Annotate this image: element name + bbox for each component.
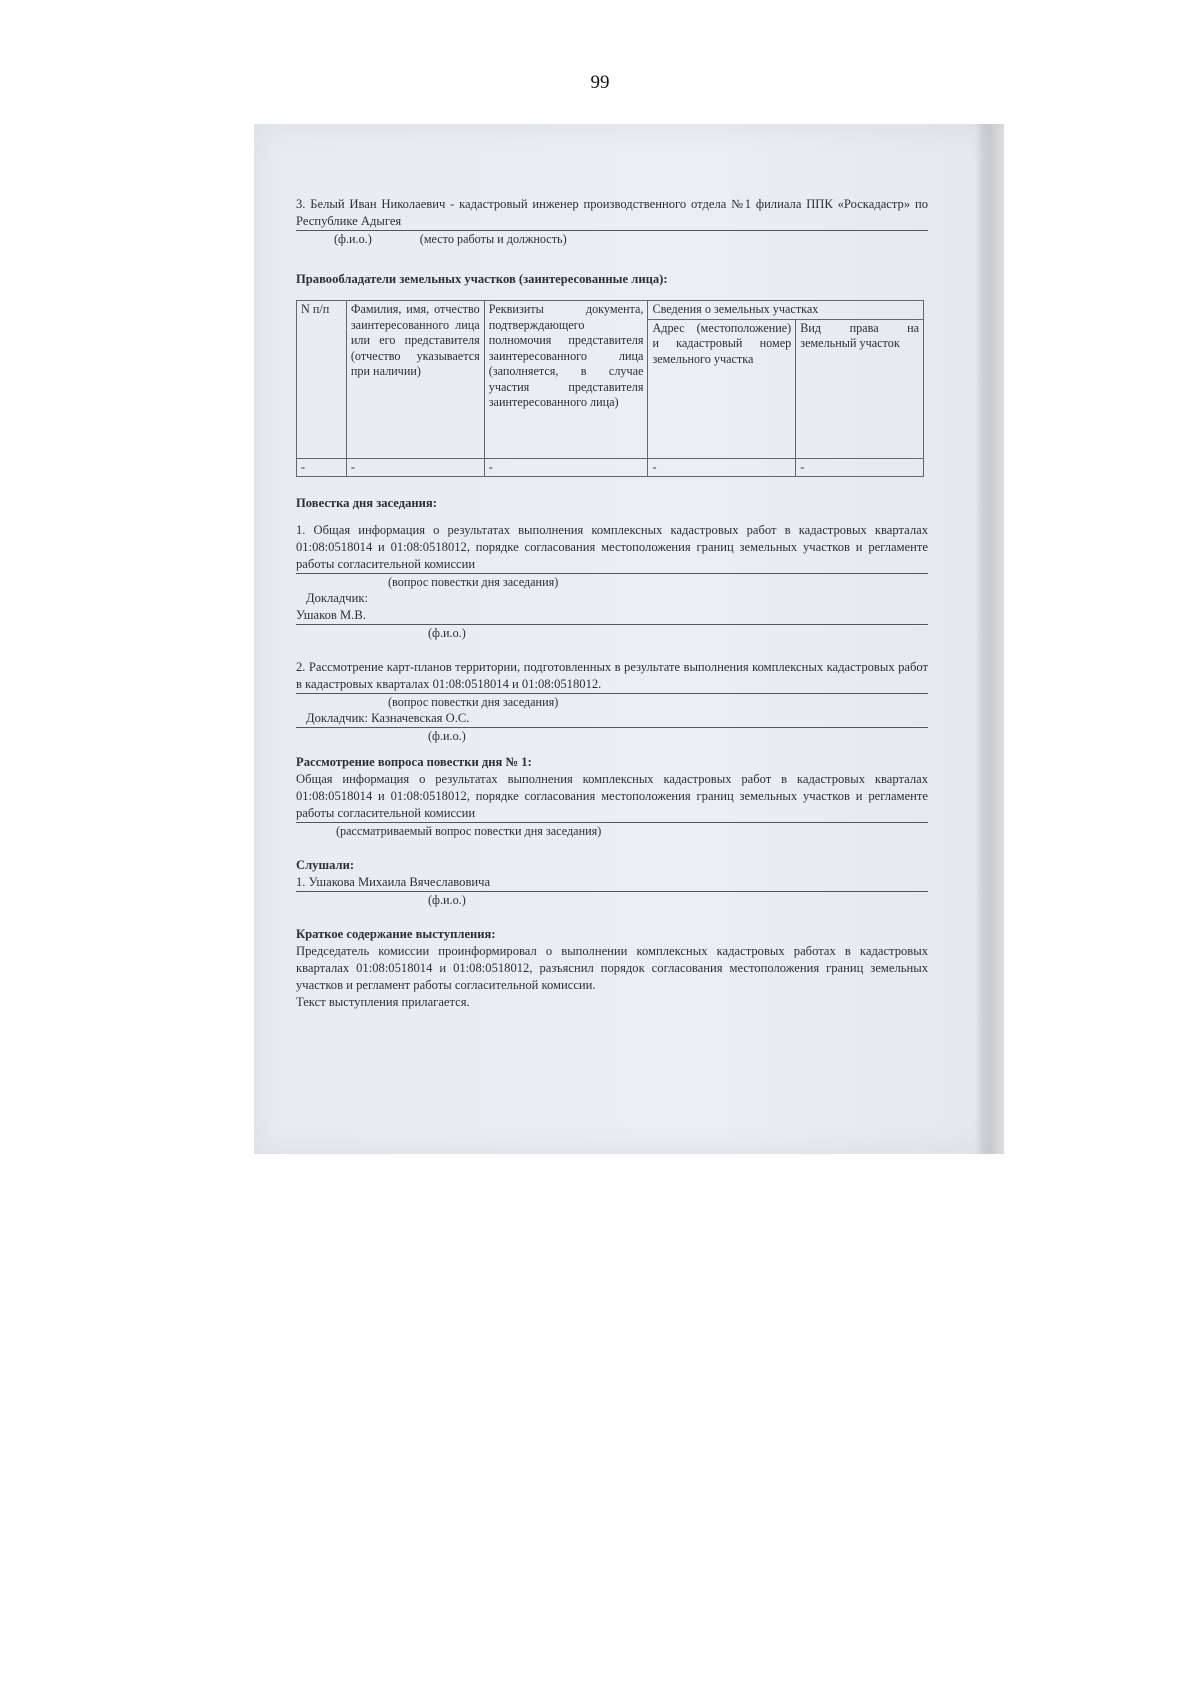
table-header-row xyxy=(297,301,924,320)
member-line: 3. Белый Иван Николаевич - кадастровый инженер производственного отдела №1 филиала ППК «Роскадастр» по Республике Адыгея xyxy=(296,196,928,231)
header-doc: Реквизиты документа, подтверждающего полномочия представителя заинтересованного лица (заполняется, в случае участия представителя заинтересованного лица) xyxy=(484,301,648,459)
agenda-item-2-fio-caption: (ф.и.о.) xyxy=(428,729,466,743)
header-num: N п/п xyxy=(297,301,347,459)
review-heading: Рассмотрение вопроса повестки дня № 1: xyxy=(296,755,532,769)
page-number: 99 xyxy=(590,72,610,93)
table-cell: - xyxy=(346,458,484,477)
agenda-item-2: 2. Рассмотрение карт-планов территории, подготовленных в результате выполнения комплексных кадастровых работ в кадастровых кварталах 01:08:0518014 и 01:08:0518012. xyxy=(296,659,928,694)
heard-text: 1. Ушакова Михаила Вячеславовича xyxy=(296,874,928,892)
agenda-item-2-speaker: Докладчик: Казначевская О.С. xyxy=(296,710,928,728)
agenda-item-2-caption: (вопрос повестки дня заседания) xyxy=(388,695,559,709)
table-row xyxy=(297,458,924,477)
caption-fio: (ф.и.о.) xyxy=(334,232,372,246)
agenda-item-1-fio-caption: (ф.и.о.) xyxy=(428,626,466,640)
summary-attachment: Текст выступления прилагается. xyxy=(296,995,470,1009)
agenda-heading: Повестка дня заседания: xyxy=(296,496,437,510)
heard-fio-caption: (ф.и.о.) xyxy=(428,893,466,907)
header-name: Фамилия, имя, отчество заинтересованного лица или его представителя (отчество указывается при наличии) xyxy=(346,301,484,459)
summary-heading: Краткое содержание выступления: xyxy=(296,927,496,941)
scanned-document xyxy=(254,124,1004,1154)
caption-work: (место работы и должность) xyxy=(419,232,567,246)
scan-edge-shadow xyxy=(976,124,1004,1154)
member-caption xyxy=(296,231,928,247)
document-content xyxy=(296,196,928,1011)
table-cell: - xyxy=(484,458,648,477)
review-caption: (рассматриваемый вопрос повестки дня заседания) xyxy=(336,824,602,838)
heard-heading: Слушали: xyxy=(296,858,355,872)
table-cell: - xyxy=(796,458,924,477)
header-info: Сведения о земельных участках xyxy=(648,301,924,320)
agenda-item-1-caption: (вопрос повестки дня заседания) xyxy=(388,575,559,589)
owners-heading: Правообладатели земельных участков (заинтересованные лица): xyxy=(296,272,668,286)
agenda-item-1-speaker-label: Докладчик: xyxy=(306,591,368,605)
review-text: Общая информация о результатах выполнения комплексных кадастровых работ в кадастровых кварталах 01:08:0518014 и 01:08:0518012, порядке согласования местоположения границ земельных участков и регламенте работы согласительной комиссии xyxy=(296,771,928,823)
table-cell: - xyxy=(648,458,796,477)
owners-table xyxy=(296,300,924,477)
agenda-item-1-speaker: Ушаков М.В. xyxy=(296,607,928,625)
summary-text: Председатель комиссии проинформировал о выполнении комплексных кадастровых работах в кадастровых кварталах 01:08:0518014 и 01:08:0518012, разъяснил порядок согласования местоположения границ земельных участков и регламент работы согласительной комиссии. xyxy=(296,944,928,992)
agenda-item-1: 1. Общая информация о результатах выполнения комплексных кадастровых работ в кадастровых кварталах 01:08:0518014 и 01:08:0518012, порядке согласования местоположения границ земельных участков и регламенте работы согласительной комиссии xyxy=(296,522,928,574)
table-cell: - xyxy=(297,458,347,477)
header-address: Адрес (местоположение) и кадастровый номер земельного участка xyxy=(648,319,796,458)
header-right: Вид права на земельный участок xyxy=(796,319,924,458)
